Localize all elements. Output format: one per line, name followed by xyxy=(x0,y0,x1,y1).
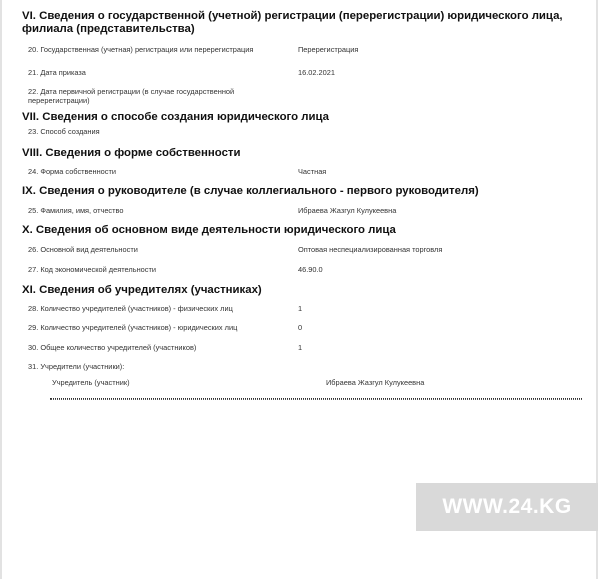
row-22-label: 22. Дата первичной регистрации (в случае государственной перерегистрации) xyxy=(28,87,235,105)
row-21-value: 16.02.2021 xyxy=(298,68,335,77)
row-27-value: 46.90.0 xyxy=(298,265,323,274)
row-25-label: 25. Фамилия, имя, отчество xyxy=(28,206,124,215)
section-vi-heading: VI. Сведения о государственной (учетной) регистрации (перерегистрации) юридического лица, филиала (представительства) xyxy=(22,10,563,35)
row-29-value: 0 xyxy=(298,323,303,332)
row-26-value: Оптовая неспециализированная торговля xyxy=(298,245,443,254)
section-ix-heading: IX. Сведения о руководителе (в случае коллегиального - первого руководителя) xyxy=(22,185,479,197)
founders-divider-shadow xyxy=(50,399,582,400)
row-24-label: 24. Форма собственности xyxy=(28,167,116,176)
row-20-label: 20. Государственная (учетная) регистрация или перерегистрация xyxy=(28,45,254,54)
row-27-label: 27. Код экономической деятельности xyxy=(28,265,156,274)
watermark-text: WWW.24.KG xyxy=(442,495,572,518)
row-23-label: 23. Способ создания xyxy=(28,127,100,136)
row-31-label: 31. Учредители (участники): xyxy=(28,362,125,371)
section-x-heading: X. Сведения об основном виде деятельности юридического лица xyxy=(22,224,396,236)
row-21-label: 21. Дата приказа xyxy=(28,68,86,77)
section-viii-heading: VIII. Сведения о форме собственности xyxy=(22,147,241,159)
row-30-value: 1 xyxy=(298,343,303,352)
row-26-label: 26. Основной вид деятельности xyxy=(28,245,138,254)
row-24-value: Частная xyxy=(298,167,327,176)
row-28-label: 28. Количество учредителей (участников) - физических лиц xyxy=(28,304,233,313)
section-xi-heading: XI. Сведения об учредителях (участниках) xyxy=(22,284,262,296)
row-20-value: Перерегистрация xyxy=(298,45,359,54)
row-30-label: 30. Общее количество учредителей (участников) xyxy=(28,343,197,352)
section-vii-heading: VII. Сведения о способе создания юридического лица xyxy=(22,111,329,123)
founder-name: Ибраева Жазгул Кулукеевна xyxy=(326,378,425,387)
row-28-value: 1 xyxy=(298,304,303,313)
founders-column-header: Учредитель (участник) xyxy=(52,378,130,387)
row-25-value: Ибраева Жазгул Кулукеевна xyxy=(298,206,397,215)
watermark-banner xyxy=(416,483,598,531)
row-29-label: 29. Количество учредителей (участников) - юридических лиц xyxy=(28,323,238,332)
